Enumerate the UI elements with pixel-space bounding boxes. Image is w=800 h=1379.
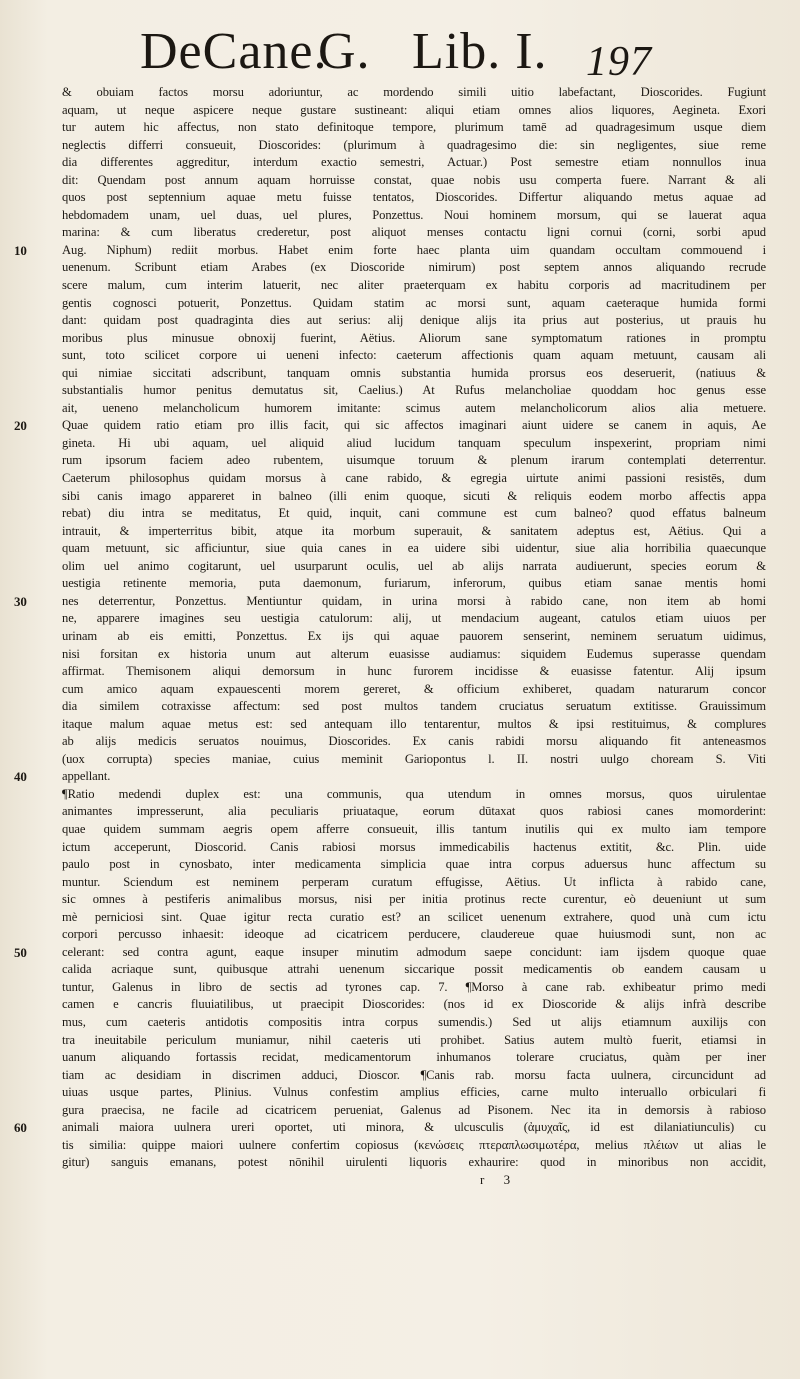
text-line <box>34 856 766 874</box>
text-line <box>34 295 766 313</box>
text-line <box>34 1032 766 1050</box>
line-text: quos post septennium aquae metu fuisse tentatos, Dioscorides. Differtur aliquando metus aquae ad <box>62 190 766 205</box>
line-number: 60 <box>14 1120 27 1136</box>
line-text: gitur) sanguis emanans, potest nōnihil uirulenti liquoris exhaurire: quod in minoribus non accidit, <box>62 1155 766 1170</box>
line-text: uestigia retinente memoria, puta daemonum, furiarum, inferorum, quibus etiam sanae mentis homi <box>62 576 766 591</box>
line-text: ne, apparere imagines seu uestigia catulorum: alij, ut mendacium augeant, catulos etiam uiuos per <box>62 611 766 626</box>
text-line <box>34 874 766 892</box>
text-line <box>34 909 766 927</box>
page-text-body <box>14 84 766 1172</box>
text-line <box>34 698 766 716</box>
text-line <box>34 277 766 295</box>
line-text: substantialis humor penitus demutatus sit, Caelius.) At Rufus melancholiae quoddam hoc genus esse <box>62 383 766 398</box>
text-line <box>34 452 766 470</box>
text-line <box>34 681 766 699</box>
line-text: (uox corrupta) species maniae, cuius meminit Gariopontus l. II. nostri uulgo choream S. Viti <box>62 751 766 766</box>
line-number: 50 <box>14 944 27 960</box>
text-line <box>34 575 766 593</box>
text-line <box>34 979 766 997</box>
line-text: ¶Ratio medendi duplex est: una communis, qua utendum in omnes morsus, quos uirulentae <box>62 786 766 801</box>
line-text: gentis cognosci potuerit, Ponzettus. Quidam statim ac morsi sunt, aquam caeteraque humida formi <box>62 295 766 310</box>
text-line <box>34 716 766 734</box>
line-text: neglectis differri consueuit, Dioscorides: (plurimum à quadragesimo die: sin negligentes, siue reme <box>62 137 766 152</box>
line-text: dia differentes aggreditur, interdum exactio semestri, Actuar.) Post semestre etiam nonnullos inua <box>62 155 766 170</box>
line-text: olim uel animo cogitarunt, uel usurparunt oculis, uel ab alijs narrata audiuerunt, species eorum & <box>62 558 766 573</box>
text-line <box>14 1119 766 1137</box>
text-line <box>34 646 766 664</box>
line-text: & obuiam factos morsu adoriuntur, ac mordendo simili uitio labefactant, Dioscorides. Fugiunt <box>62 85 766 99</box>
text-line <box>34 891 766 909</box>
text-line <box>34 628 766 646</box>
text-line <box>34 505 766 523</box>
line-text: nes deterrentur, Ponzettus. Mentiuntur quidam, in urina morsi à rabido cane, non item ab homi <box>62 593 766 608</box>
text-line <box>34 172 766 190</box>
text-line <box>34 786 766 804</box>
text-line <box>34 996 766 1014</box>
text-line <box>34 365 766 383</box>
line-text: mus, cum caeteris antidotis compositis intra corpus sumendis.) Sed ut alijs etiamnum auxilijs con <box>62 1014 766 1029</box>
line-text: ictum acceperunt, Dioscorid. Canis rabiosi morsus immedicabilis hactenus extitit, &c. Plin. uide <box>62 839 766 854</box>
line-number: 20 <box>14 418 27 434</box>
line-text: camen e cancris fluuiatilibus, ut praecipit Dioscorides: (nos id ex Dioscoride & alijs infrà describe <box>62 997 766 1012</box>
line-text: calida acriaque sunt, quibusque attrahi uenenum siccarique possit medicamentis ob eandem causam u <box>62 962 766 977</box>
text-line <box>34 119 766 137</box>
text-line <box>34 154 766 172</box>
text-line <box>34 435 766 453</box>
line-text: dit: Quendam post annum aquam horruisse constat, quae nobis usu comperta fuere. Narrant & ali <box>62 172 766 187</box>
line-text: Caeterum philosophus quidam morsus à cane rabido, & egregia uirtute animi passioni resistēs, dum <box>62 471 766 486</box>
line-text: marina: & cum liberatus crederetur, post aliquot menses contactu ligni cornui (corni, sorbi apud <box>62 225 766 240</box>
text-line <box>34 926 766 944</box>
header-title: DeCane. <box>140 23 328 80</box>
text-line <box>34 733 766 751</box>
text-line <box>34 347 766 365</box>
text-line <box>34 1049 766 1067</box>
header-section: G. <box>318 23 371 80</box>
line-text: qui nimiae siccitati adscribunt, tanquam omnis substantia humida prorsus eos deseruerit, (natiuus & <box>62 365 766 380</box>
text-line <box>14 768 766 786</box>
line-text: muntur. Sciendum est neminem perperam curatum effugisse, Aëtius. Ut inflicta à rabido cane, <box>62 874 766 889</box>
text-line <box>34 663 766 681</box>
line-text: Aug. Niphum) rediit morbus. Habet enim forte haec planta uim quandam occultam commouend i <box>62 242 766 257</box>
text-line <box>34 540 766 558</box>
line-text: rum ipsorum faciem adeo rubentem, uisumque toruum & plenum irarum contemplati deterrentur. <box>62 453 766 468</box>
text-line <box>34 382 766 400</box>
text-line <box>34 523 766 541</box>
text-line <box>14 944 766 962</box>
text-line <box>34 84 766 102</box>
text-line <box>34 102 766 120</box>
line-text: animantes impresserunt, alia peculiaris priuataque, eorum dūtaxat quos rabiosi canes momorderint: <box>62 804 766 819</box>
text-line <box>34 821 766 839</box>
line-text: ab alijs medicis seruatos nouimus, Dioscorides. Ex canis rabidi morsu aliquando fit anteneasmos <box>62 734 766 749</box>
text-line <box>34 839 766 857</box>
line-number: 40 <box>14 769 27 785</box>
text-line <box>34 312 766 330</box>
text-line <box>34 751 766 769</box>
text-line <box>34 1137 766 1155</box>
folio-number: 197 <box>586 39 652 85</box>
line-text: sibi canis imago appareret in balneo (illi enim quoque, sicuti & reliquis eodem morbo affectis appa <box>62 488 766 503</box>
text-line <box>34 803 766 821</box>
text-line <box>34 558 766 576</box>
text-line <box>34 1084 766 1102</box>
text-line <box>34 259 766 277</box>
line-text: uanum aliquando fortassis recidat, medicamentorum inhumanos tolerare cruciatus, quàm per iner <box>62 1050 766 1065</box>
line-text: quae quidem summam aegris opem afferre consueuit, illis tantum inutilis qui ex multo iam tempore <box>62 821 766 836</box>
line-text: uenenum. Scribunt etiam Arabes (ex Dioscoride nimirum) post septem annos aliquando recrude <box>62 260 766 275</box>
line-text: sunt, toto scilicet corpore ui ueneni infecto: caeterum affectionis quam aquam metuunt, causam ali <box>62 348 766 363</box>
text-line <box>34 224 766 242</box>
header-book: Lib. I. <box>412 23 548 80</box>
line-text: affirmat. Themisonem aliqui demorsum in hunc furorem incidisse & euasisse fatentur. Alij ipsum <box>62 664 766 679</box>
text-line <box>34 1014 766 1032</box>
line-text: tis similia: quippe maiori uulnere confertim copiosus (κενώσεις πτεραπλωσιμωτέρα, melius πλέιων ut alias le <box>62 1137 766 1152</box>
line-text: moribus plus minusue obnoxij fuerint, Aëtius. Aliorum sane symptomatum rationes in promptu <box>62 330 766 345</box>
line-text: appellant. <box>62 769 111 784</box>
line-text: intrauit, & imperterritus bibit, atque ita morbum superauit, & sanitatem adeptus est, Aëtius. Qui a <box>62 523 766 538</box>
line-text: dia similem cotraxisse affectum: sed post multos tandem cruciatus seruatum extitisse. Grauissimum <box>62 699 766 714</box>
text-line <box>34 1154 766 1172</box>
text-line <box>34 137 766 155</box>
line-text: celerant: sed contra agunt, eaque insuper minutim admodum saepe concidunt: iam ijsdem quoque quae <box>62 944 766 959</box>
text-line <box>14 417 766 435</box>
line-text: sic omnes à pestiferis animalibus morsus, nisi per initia protinus recte curentur, eò deueniunt ut sum <box>62 892 766 907</box>
text-line <box>34 610 766 628</box>
line-text: tur autem hic affectus, non stato definitoque tempore, plurimum tamē ad quadragesimum usque diem <box>62 120 766 135</box>
line-text: rebat) diu intra se meditatus, Et quid, inquit, cani commune est cum balneo? quod effatus balneum <box>62 506 766 521</box>
line-text: hebdomadem unam, uel duas, uel plures, Ponzettus. Noui hominem morsum, qui se lauerat aqua <box>62 207 766 222</box>
line-text: corpori percusso inhaesit: ideoque ad cicatricem perducere, claudereue quae huiusmodi sunt, non ac <box>62 927 766 942</box>
line-text: Quae quidem ratio etiam pro illis facit, qui sic affectos imaginari aiunt uidere se canem in aquis, Ae <box>62 418 766 433</box>
text-line <box>34 1102 766 1120</box>
line-text: animali maiora uulnera ureri oportet, uti minora, & ulcusculis (ἀμυχαῖς, id est dilaniatiunculis) cu <box>62 1120 766 1135</box>
line-text: tra ineuitabile periculum muniamur, nihil caeteris uti prohibet. Satius autem multò fuerit, etiamsi in <box>62 1032 766 1047</box>
text-line <box>14 242 766 260</box>
line-text: paulo post in cynosbato, inter medicamenta simplicia quae intra corpus aduersus hunc affectum su <box>62 857 766 872</box>
line-text: uiuas usque partes, Plinius. Vulnus confestim amplius efficies, carne multo interuallo orbiculari fi <box>62 1085 766 1100</box>
text-line <box>34 400 766 418</box>
line-text: cum amico aquam expauescenti morem gereret, & officium exhiberet, quadam naturarum concor <box>62 681 766 696</box>
line-number: 30 <box>14 593 27 609</box>
text-line <box>34 488 766 506</box>
line-text: itaque malum aquae metus est: sed antequam illo tentarentur, multos & ipsi restituimus, & complures <box>62 716 766 731</box>
text-line <box>34 330 766 348</box>
text-line <box>34 1067 766 1085</box>
line-text: mè perniciosi sint. Quae igitur recta curatio est? an scilicet uenenum extrahere, quod unà cum ictu <box>62 909 766 924</box>
line-text: urinam ab eis emitti, Ponzettus. Ex ijs qui aquae pauorem senserint, neminem seruatum uidimus, <box>62 628 766 643</box>
line-text: dant: quidam post quadraginta dies aut serius: alij denique alijs ita prius aut posterius, ut prauis hu <box>62 313 766 328</box>
line-text: gineta. Hi ubi aquam, uel aliquid aliud lucidum tanquam speculum inspexerint, propriam nimi <box>62 435 766 450</box>
line-text: quam metuunt, sic afficiuntur, siue quia canes in ea uidere sibi uidentur, siue alia horribilia quaecunque <box>62 541 766 556</box>
line-text: tiam ac desidiam in discrimen adduci, Dioscor. ¶Canis rab. morsu facta uulnera, circuncidunt ad <box>62 1067 766 1082</box>
line-text: tuntur, Galenus in libro de sectis ad tyrones cap. 7. ¶Morso à cane rab. exhibeatur primo medi <box>62 979 766 994</box>
line-text: scere malum, cum interim latuerit, nec aliter praeterquam ex habitu corporis ad macritudinem per <box>62 278 766 293</box>
line-text: aquam, ut neque aspicere neque gustare sustineant: aliqui etiam omnes alios liquores, Aegineta. Exori <box>62 102 766 117</box>
text-line <box>34 207 766 225</box>
line-text: ait, ueneno melancholicum humorem imitante: scimus autem melancholicorum alios alia metuere. <box>62 400 766 415</box>
running-header <box>0 18 800 88</box>
line-text: gura praecisa, ne facile ad cicatricem perueniat, Galenus ad Pisonem. Nec ita in demorsis à rabioso <box>62 1102 766 1117</box>
line-text: nisi forsitan ex historia unum aut alterum euasisse audiamus: siquidem Eudemus superasse quendam <box>62 646 766 661</box>
text-line <box>14 593 766 611</box>
signature-mark: r 3 <box>480 1172 519 1187</box>
text-line <box>34 470 766 488</box>
text-line <box>34 189 766 207</box>
text-line <box>34 961 766 979</box>
line-number: 10 <box>14 242 27 258</box>
